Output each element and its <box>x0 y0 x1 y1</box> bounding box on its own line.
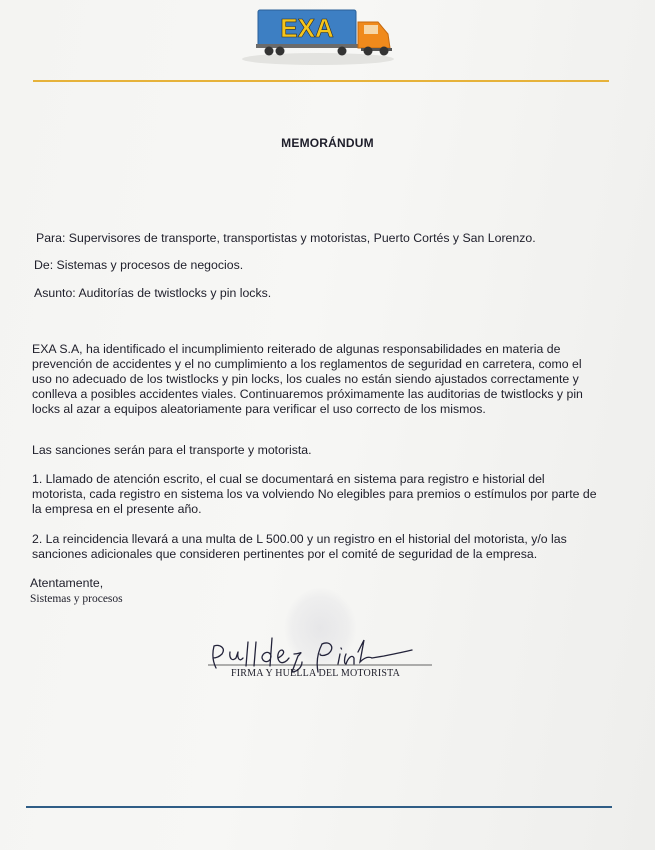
body-line: prevención de accidentes y el no cumplimiento a los reglamentos de seguridad en carretera, como el <box>32 357 582 371</box>
sanciones-intro: Las sanciones serán para el transporte y motorista. <box>32 443 312 457</box>
wheel <box>265 47 274 56</box>
body-paragraph <box>32 342 583 417</box>
footer-rule <box>26 806 612 808</box>
item1-line: la empresa en el presente año. <box>32 502 202 516</box>
wheel <box>364 47 373 56</box>
sender: Sistemas y procesos <box>30 593 123 605</box>
wheel <box>338 47 347 56</box>
cab-window <box>364 25 378 34</box>
closing: Atentamente, <box>30 576 104 590</box>
body-line: conlleva a posibles accidentes viales. Continuaremos próximamente las auditorias de twistlocks y pin <box>32 387 583 401</box>
item1-line: 1. Llamado de atención escrito, el cual se documentará en sistema para registro e historial del <box>32 472 545 486</box>
item1-line: motorista, cada registro en sistema los va volviendo No elegibles para premios o estímulos por parte de <box>32 487 597 501</box>
para-line: Para: Supervisores de transporte, transportistas y motoristas, Puerto Cortés y San Lorenzo. <box>36 231 536 245</box>
sancion-item-1 <box>32 472 597 517</box>
item2-line: sanciones adicionales que consideren pertinentes por el comité de seguridad de la empresa. <box>32 547 538 561</box>
wheel <box>276 47 285 56</box>
header-rule <box>33 80 609 82</box>
body-line: EXA S.A, ha identificado el incumplimiento reiterado de algunas responsabilidades en materia de <box>32 342 561 356</box>
asunto-line: Asunto: Auditorías de twistlocks y pin locks. <box>34 286 272 300</box>
item2-line: 2. La reincidencia llevará a una multa de L 500.00 y un registro en el historial del motorista, y/o las <box>32 532 567 546</box>
exa-truck-logo <box>238 4 398 66</box>
logo-text: EXA <box>280 13 334 43</box>
wheel <box>380 47 389 56</box>
body-line: uso no adecuado de los twistlocks y pin locks, los cuales no están siendo ajustados correctamente y <box>32 372 579 386</box>
body-line: locks al azar a equipos aleatoriamente para verificar el uso correcto de los mismos. <box>32 402 486 416</box>
sancion-item-2 <box>32 532 567 562</box>
memo-title: MEMORÁNDUM <box>281 136 374 150</box>
signature-label: FIRMA Y HUELLA DEL MOTORISTA <box>231 668 401 679</box>
de-line: De: Sistemas y procesos de negocios. <box>34 258 244 272</box>
logo-shadow <box>242 53 394 65</box>
